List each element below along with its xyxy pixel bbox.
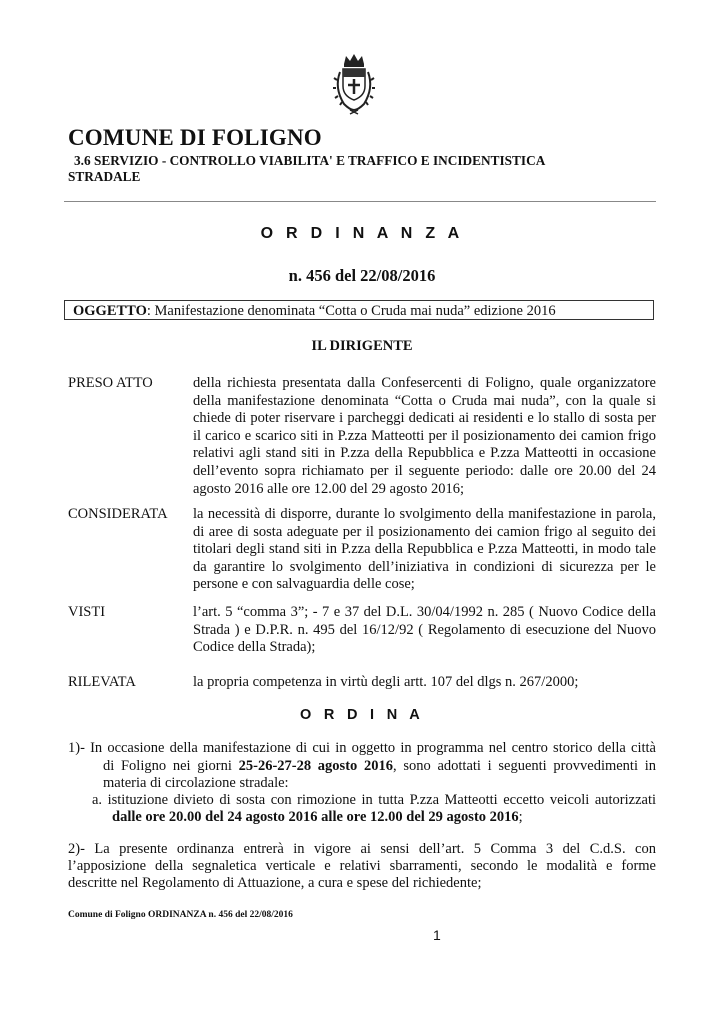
item-1-sub-a-line-1: a. istituzione divieto di sosta con rimozione in tutta P.zza Matteotti eccetto veicoli autorizzati (92, 792, 656, 808)
item-1-line-2-text: di Foligno nei giorni (103, 758, 239, 774)
department-line-1: 3.6 SERVIZIO - CONTROLLO VIABILITA' E TRAFFICO E INCIDENTISTICA (74, 153, 546, 168)
section-line: la propria competenza in virtù degli artt. 107 del dlgs n. 267/2000; (193, 674, 579, 690)
section-line: dell’evento sopra richiamato per il seguente periodo: dalle ore 20.00 del 24 (193, 462, 656, 479)
item-2-line-3: descritte nel Regolamento di Attuazione, a cura e spese del richiedente; (68, 875, 482, 891)
section-line: di aree di sosta adeguate per il posizionamento dei camion frigo al seguito dei (193, 523, 656, 540)
document-number: n. 456 del 22/08/2016 (288, 266, 436, 285)
section-label-considerata: CONSIDERATA (68, 506, 168, 522)
municipality-title: COMUNE DI FOLIGNO (68, 125, 322, 150)
section-label-rilevata: RILEVATA (68, 674, 136, 690)
header-divider (64, 201, 656, 202)
item-1-line-2 (103, 758, 656, 775)
item-1-line-1: 1)- In occasione della manifestazione di cui in oggetto in programma nel centro storico della città (68, 740, 656, 756)
section-line: Codice della Strada); (193, 639, 316, 656)
section-line: la necessità di disporre, durante lo svolgimento della manifestazione in parola, (193, 506, 656, 522)
item-1-line-3: materia di circolazione stradale: (103, 775, 289, 791)
document-type-heading: O R D I N A N Z A (260, 225, 464, 242)
section-body-preso-atto (193, 375, 656, 498)
subject-text: : Manifestazione denominata “Cotta o Cruda mai nuda” edizione 2016 (146, 303, 556, 319)
section-body-considerata (193, 506, 656, 594)
item-1-sub-a-period: dalle ore 20.00 del 24 agosto 2016 alle ore 12.00 del 29 agosto 2016 (112, 809, 519, 825)
section-line: della manifestazione denominata “Cotta o Cruda mai nuda”, con la quale si (193, 392, 656, 409)
page-number: 1 (433, 927, 441, 943)
item-1-sub-a-line-2 (112, 809, 523, 826)
section-body-rilevata (193, 674, 656, 692)
section-label-visti: VISTI (68, 604, 106, 620)
section-line: della richiesta presentata dalla Confesercenti di Foligno, quale organizzatore (193, 375, 656, 391)
section-line: chiede di poter riservare i parcheggi dedicati ai residenti e lo stallo di sosta per (193, 410, 656, 427)
section-label-preso-atto: PRESO ATTO (68, 375, 153, 391)
ordina-heading: O R D I N A (299, 707, 425, 723)
section-line: agosto 2016 alle ore 12.00 del 29 agosto 2016; (193, 480, 465, 497)
item-2-line-1: 2)- La presente ordinanza entrerà in vigore ai sensi dell’art. 5 Comma 3 del C.d.S. con (68, 841, 656, 857)
subject-box (64, 300, 654, 320)
comune-crest-logo (330, 52, 378, 116)
section-line: titolari degli stand siti in P.zza della Repubblica e P.zza Matteotti, in modo tale (193, 541, 656, 558)
item-1-dates: 25-26-27-28 agosto 2016 (238, 758, 393, 774)
item-2-line-2: l’apposizione della segnaletica verticale e relativi sbarramenti, secondo le modalità e forme (68, 858, 656, 874)
section-line: persone e con salvaguardia delle cose; (193, 576, 415, 593)
section-line: Strada ) e D.P.R. n. 495 del 16/12/92 ( Regolamento di esecuzione del Nuovo (193, 621, 656, 638)
department-line-2: STRADALE (68, 169, 141, 184)
department-name (68, 153, 628, 185)
item-1-sub-a-tail: ; (518, 809, 523, 825)
section-body-visti (193, 604, 656, 657)
authority-heading: IL DIRIGENTE (311, 338, 413, 354)
subject-label: OGGETTO (73, 303, 147, 319)
footer-text: Comune di Foligno ORDINANZA n. 456 del 22/08/2016 (68, 910, 293, 920)
section-line: il carico e scarico siti in P.zza Matteotti per il posizionamento dei camion frigo (193, 427, 656, 444)
section-line: da garantire lo svolgimento dell’iniziativa in condizioni di sicurezza per le (193, 558, 656, 575)
section-line: l’art. 5 “comma 3”; - 7 e 37 del D.L. 30/04/1992 n. 285 ( Nuovo Codice della (193, 604, 656, 620)
item-1-line-2-tail: , sono adottati i seguenti provvedimenti in (393, 758, 656, 774)
section-line: relativi agli stand siti in P.zza della Repubblica e P.zza Matteotti in occasione (193, 445, 656, 462)
